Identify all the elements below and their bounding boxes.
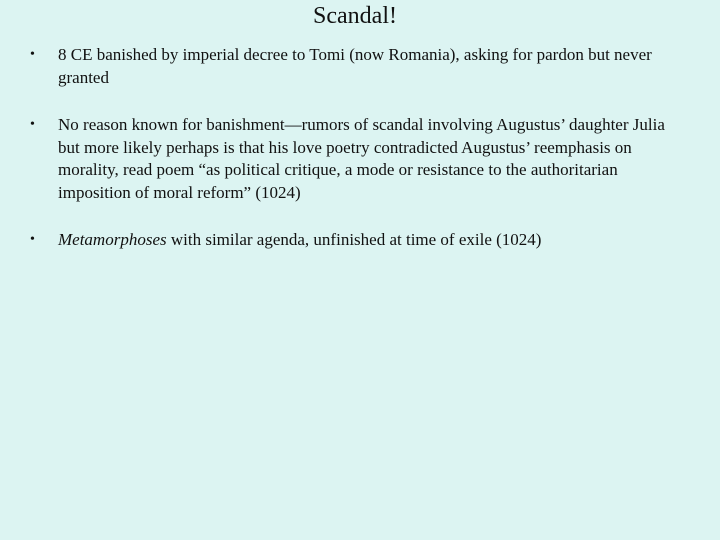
bullet-item-reason bbox=[0, 114, 720, 204]
book-title-metamorphoses: Metamorphoses bbox=[58, 230, 167, 249]
bullet-list bbox=[0, 44, 720, 277]
bullet-text: No reason known for banishment—rumors of scandal involving Augustus’ daughter Julia but more likely perhaps is that his love poetry contradicted Augustus’ reemphasis on morality, read poem “as political critique, a mode or resistance to the authoritarian imposition of moral reform” (1024) bbox=[58, 115, 665, 202]
bullet-marker-icon: • bbox=[30, 232, 35, 247]
bullet-item-metamorphoses bbox=[0, 229, 720, 252]
bullet-marker-icon: • bbox=[30, 117, 35, 132]
bullet-text: 8 CE banished by imperial decree to Tomi (now Romania), asking for pardon but never granted bbox=[58, 45, 652, 87]
bullet-text: with similar agenda, unfinished at time of exile (1024) bbox=[166, 230, 542, 249]
slide-title: Scandal! bbox=[313, 3, 397, 29]
bullet-item-banishment bbox=[0, 44, 720, 89]
bullet-marker-icon: • bbox=[30, 47, 35, 62]
